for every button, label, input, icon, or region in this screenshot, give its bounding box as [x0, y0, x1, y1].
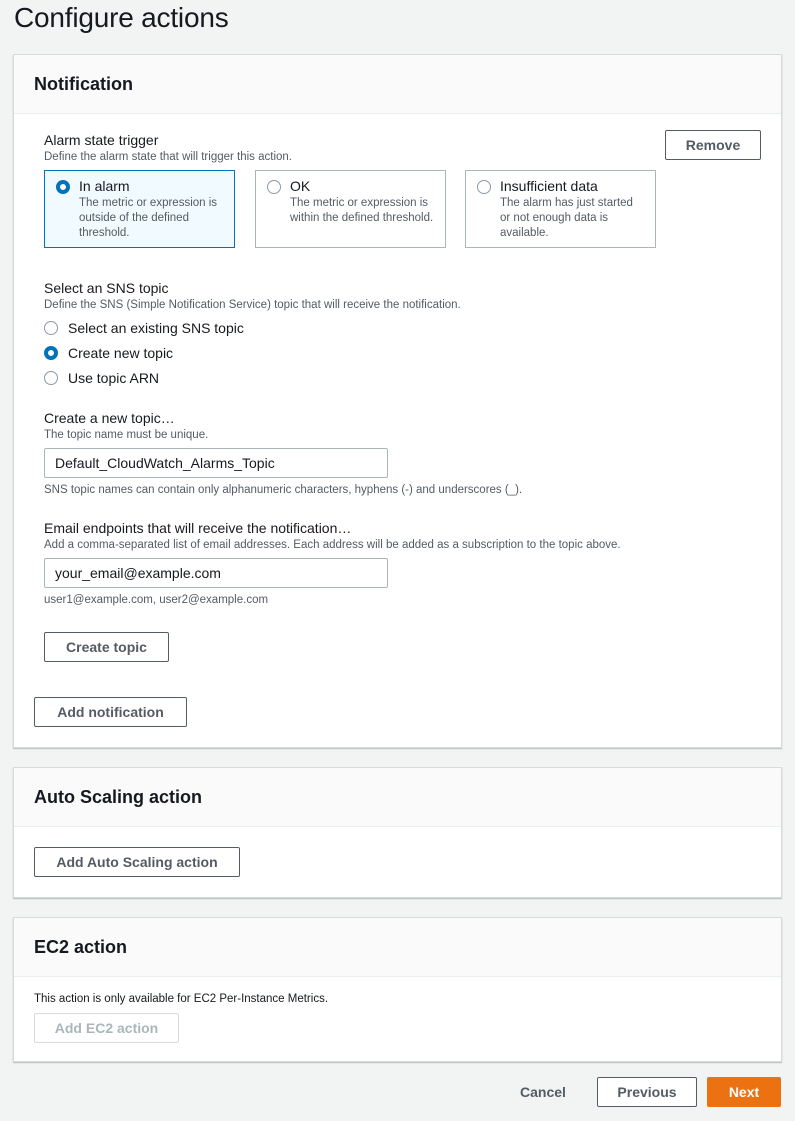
alarm-state-tile-insufficient-data[interactable]: [465, 170, 656, 248]
add-notification-button[interactable]: Add notification: [34, 697, 187, 727]
ec2-note: This action is only available for EC2 Per-Instance Metrics.: [34, 993, 329, 1005]
remove-button[interactable]: Remove: [665, 130, 761, 160]
tile-description: The metric or expression is within the defined threshold.: [290, 197, 434, 224]
email-hint: user1@example.com, user2@example.com: [44, 594, 269, 606]
next-button[interactable]: Next: [707, 1077, 781, 1107]
tile-title: In alarm: [79, 178, 130, 194]
alarm-state-description: Define the alarm state that will trigger this action.: [44, 151, 293, 163]
radio-in-alarm[interactable]: [56, 180, 70, 194]
new-topic-label: Create a new topic…: [44, 410, 175, 426]
tile-description: The alarm has just started or not enough data is available.: [500, 197, 633, 239]
alarm-state-tile-ok[interactable]: [255, 170, 446, 248]
sns-option-existing[interactable]: [44, 320, 244, 336]
sns-option-label: Create new topic: [68, 345, 174, 361]
sns-topic-description: Define the SNS (Simple Notification Service) topic that will receive the notification.: [44, 299, 461, 311]
auto-scaling-panel-header: [14, 768, 781, 827]
create-topic-button[interactable]: Create topic: [44, 632, 169, 662]
email-description: Add a comma-separated list of email addresses. Each address will be added as a subscription to the topic above.: [44, 539, 621, 551]
email-label: Email endpoints that will receive the notification…: [44, 520, 352, 536]
alarm-state-label: Alarm state trigger: [44, 132, 159, 148]
sns-option-label: Select an existing SNS topic: [68, 320, 244, 336]
auto-scaling-header: Auto Scaling action: [34, 786, 203, 807]
alarm-state-tile-in-alarm[interactable]: [44, 170, 235, 248]
add-ec2-action-button[interactable]: Add EC2 action: [34, 1013, 179, 1043]
sns-option-create-new[interactable]: [44, 345, 173, 361]
cancel-button[interactable]: Cancel: [510, 1077, 576, 1107]
sns-option-arn[interactable]: [44, 370, 159, 386]
ec2-header: EC2 action: [34, 936, 128, 957]
new-topic-description: The topic name must be unique.: [44, 429, 209, 441]
auto-scaling-panel: [13, 767, 782, 898]
radio-insufficient-data[interactable]: [477, 180, 491, 194]
topic-name-input[interactable]: [44, 448, 388, 478]
sns-option-label: Use topic ARN: [68, 370, 160, 386]
topic-name-constraint: SNS topic names can contain only alphanumeric characters, hyphens (-) and underscores (_).: [44, 484, 523, 496]
radio-existing-topic[interactable]: [44, 321, 58, 335]
notification-panel-header: [14, 55, 781, 114]
notification-panel: [13, 54, 782, 748]
ec2-panel: [13, 917, 782, 1062]
tile-title: OK: [290, 178, 311, 194]
radio-create-new-topic[interactable]: [44, 346, 58, 360]
notification-header: Notification: [34, 73, 133, 94]
page-title: Configure actions: [14, 2, 229, 33]
email-endpoints-input[interactable]: [44, 558, 388, 588]
previous-button[interactable]: Previous: [597, 1077, 697, 1107]
radio-ok[interactable]: [267, 180, 281, 194]
sns-topic-label: Select an SNS topic: [44, 280, 169, 296]
tile-description: The metric or expression is outside of the defined threshold.: [79, 197, 218, 239]
tile-title: Insufficient data: [500, 178, 598, 194]
add-auto-scaling-action-button[interactable]: Add Auto Scaling action: [34, 847, 240, 877]
radio-topic-arn[interactable]: [44, 371, 58, 385]
ec2-panel-header: [14, 918, 781, 977]
